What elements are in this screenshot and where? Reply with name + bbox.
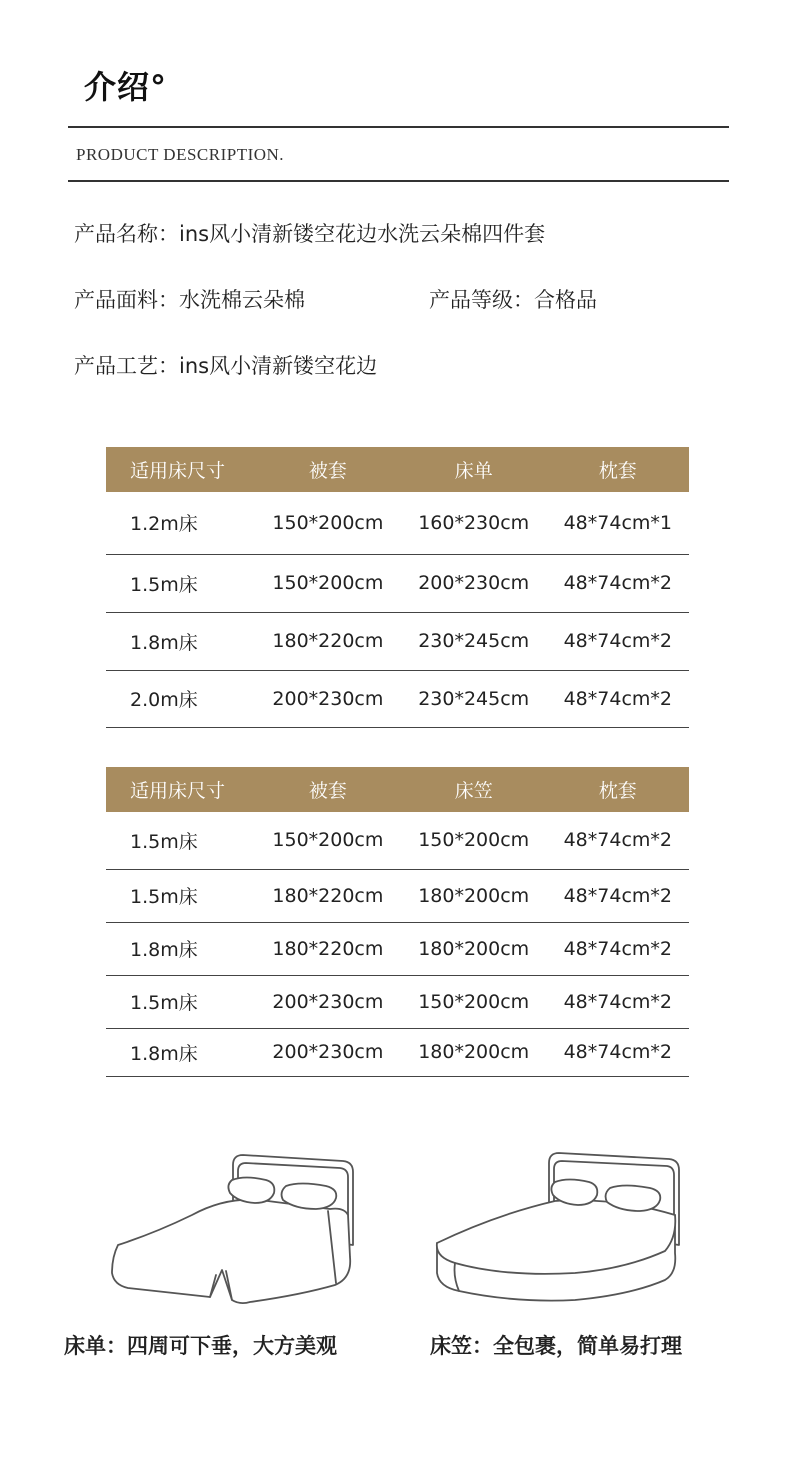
product-fabric: 产品面料：水洗棉云朵棉 — [74, 288, 305, 312]
fitted-sheet-caption: 床笠：全包裹，简单易打理 — [430, 1333, 682, 1358]
table-row — [106, 1028, 689, 1076]
header-bed-size: 适用床尺寸 — [106, 767, 255, 812]
header-fitted-sheet: 床笠 — [401, 767, 547, 812]
cell-fitted-sheet: 150*200cm — [401, 975, 547, 1028]
product-craft: 产品工艺：ins风小清新镂空花边 — [74, 354, 378, 378]
table-row — [106, 975, 689, 1028]
cell-sheet: 160*230cm — [401, 492, 547, 554]
cell-bed-size: 1.5m床 — [106, 812, 255, 869]
cell-fitted-sheet: 180*200cm — [401, 922, 547, 975]
cell-duvet: 150*200cm — [255, 812, 401, 869]
header-pillowcase: 枕套 — [547, 447, 689, 492]
fitted-sheet-bed-icon — [425, 1145, 695, 1310]
title-rule — [68, 126, 729, 128]
cell-bed-size: 1.5m床 — [106, 869, 255, 922]
cell-bed-size: 1.5m床 — [106, 975, 255, 1028]
header-bed-size: 适用床尺寸 — [106, 447, 255, 492]
cell-pillowcase: 48*74cm*2 — [547, 1028, 689, 1076]
cell-pillowcase: 48*74cm*2 — [547, 812, 689, 869]
cell-pillowcase: 48*74cm*2 — [547, 670, 689, 727]
cell-duvet: 180*220cm — [255, 612, 401, 670]
cell-bed-size: 1.2m床 — [106, 492, 255, 554]
cell-sheet: 230*245cm — [401, 612, 547, 670]
cell-fitted-sheet: 180*200cm — [401, 869, 547, 922]
header-sheet: 床单 — [401, 447, 547, 492]
cell-pillowcase: 48*74cm*1 — [547, 492, 689, 554]
header-duvet: 被套 — [255, 447, 401, 492]
cell-bed-size: 1.8m床 — [106, 612, 255, 670]
cell-fitted-sheet: 150*200cm — [401, 812, 547, 869]
table-header-row — [106, 767, 689, 812]
cell-bed-size: 1.5m床 — [106, 554, 255, 612]
size-table-flat-sheet — [106, 447, 689, 728]
cell-duvet: 180*220cm — [255, 922, 401, 975]
cell-bed-size: 1.8m床 — [106, 922, 255, 975]
cell-pillowcase: 48*74cm*2 — [547, 975, 689, 1028]
cell-fitted-sheet: 180*200cm — [401, 1028, 547, 1076]
cell-duvet: 200*230cm — [255, 1028, 401, 1076]
page-title: 介绍° — [84, 68, 168, 106]
cell-sheet: 200*230cm — [401, 554, 547, 612]
flat-sheet-caption: 床单：四周可下垂，大方美观 — [64, 1333, 337, 1358]
table-row — [106, 554, 689, 612]
header-pillowcase: 枕套 — [547, 767, 689, 812]
cell-pillowcase: 48*74cm*2 — [547, 554, 689, 612]
cell-pillowcase: 48*74cm*2 — [547, 922, 689, 975]
cell-duvet: 200*230cm — [255, 975, 401, 1028]
table-row — [106, 922, 689, 975]
cell-duvet: 150*200cm — [255, 554, 401, 612]
cell-duvet: 150*200cm — [255, 492, 401, 554]
size-table-fitted-sheet — [106, 767, 689, 1077]
cell-pillowcase: 48*74cm*2 — [547, 612, 689, 670]
table-row — [106, 612, 689, 670]
table-row — [106, 670, 689, 727]
header-duvet: 被套 — [255, 767, 401, 812]
page-subtitle: PRODUCT DESCRIPTION. — [76, 145, 285, 164]
product-name: 产品名称：ins风小清新镂空花边水洗云朵棉四件套 — [74, 222, 546, 246]
table-row — [106, 869, 689, 922]
flat-sheet-bed-icon — [100, 1145, 370, 1310]
subtitle-rule — [68, 180, 729, 182]
table-row — [106, 812, 689, 869]
cell-bed-size: 1.8m床 — [106, 1028, 255, 1076]
cell-pillowcase: 48*74cm*2 — [547, 869, 689, 922]
table-row — [106, 492, 689, 554]
cell-sheet: 230*245cm — [401, 670, 547, 727]
product-grade: 产品等级：合格品 — [429, 288, 597, 312]
cell-duvet: 200*230cm — [255, 670, 401, 727]
cell-duvet: 180*220cm — [255, 869, 401, 922]
table-header-row — [106, 447, 689, 492]
cell-bed-size: 2.0m床 — [106, 670, 255, 727]
